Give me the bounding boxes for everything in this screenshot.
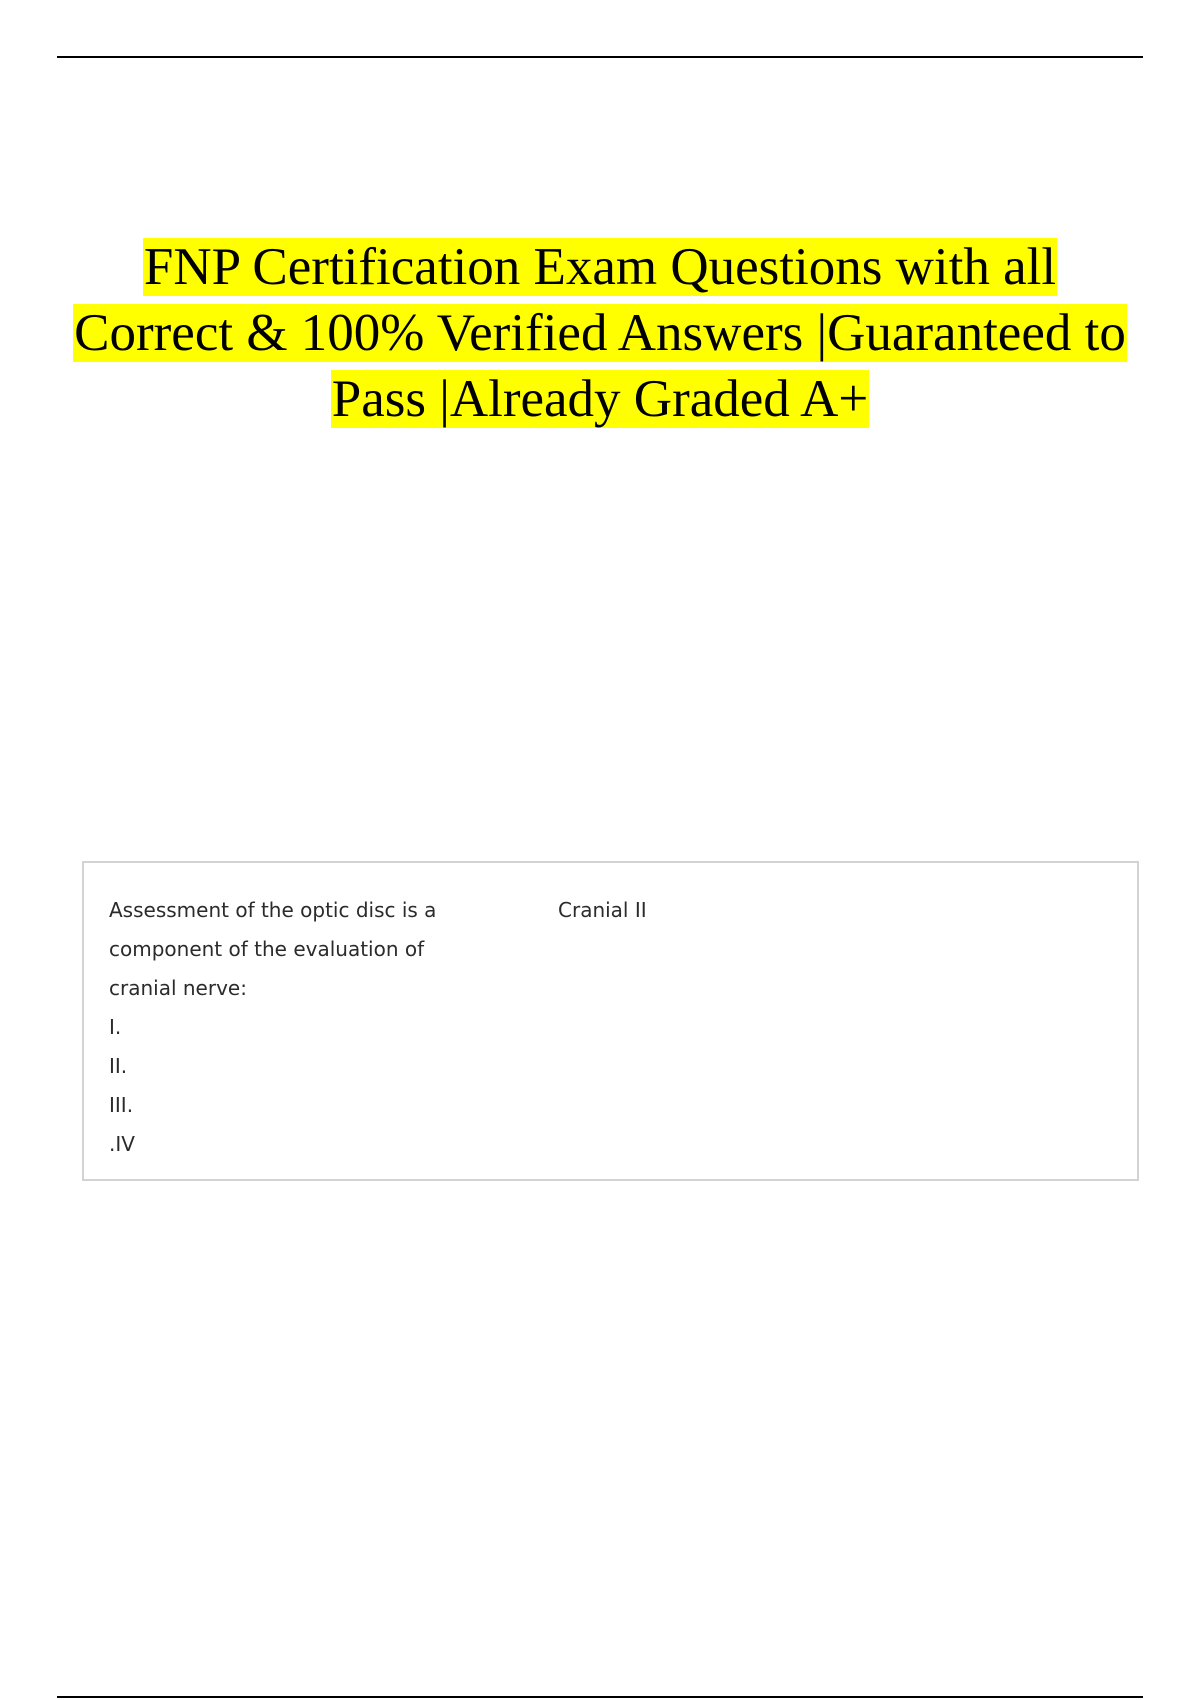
title-line-1 [0,234,1200,300]
title-line-2 [0,300,1200,366]
question-text [109,891,489,1164]
option-2: II. [109,1054,128,1078]
question-line-2: component of the evaluation of [109,937,425,961]
title-line-3 [0,366,1200,432]
title-line-1-text: FNP Certification Exam Questions with all [143,238,1057,296]
title-line-3-text: Pass |Already Graded A+ [331,370,869,428]
bottom-rule [57,1696,1143,1698]
option-1: I. [109,1015,122,1039]
title-line-2-text: Correct & 100% Verified Answers |Guaranteed to [74,304,1126,362]
option-3: III. [109,1093,134,1117]
top-rule [57,56,1143,58]
question-line-3: cranial nerve: [109,976,247,1000]
option-4: .IV [109,1132,135,1156]
document-title [0,234,1200,432]
qa-card [82,861,1139,1181]
question-line-1: Assessment of the optic disc is a [109,898,437,922]
answer-text: Cranial II [558,898,647,922]
